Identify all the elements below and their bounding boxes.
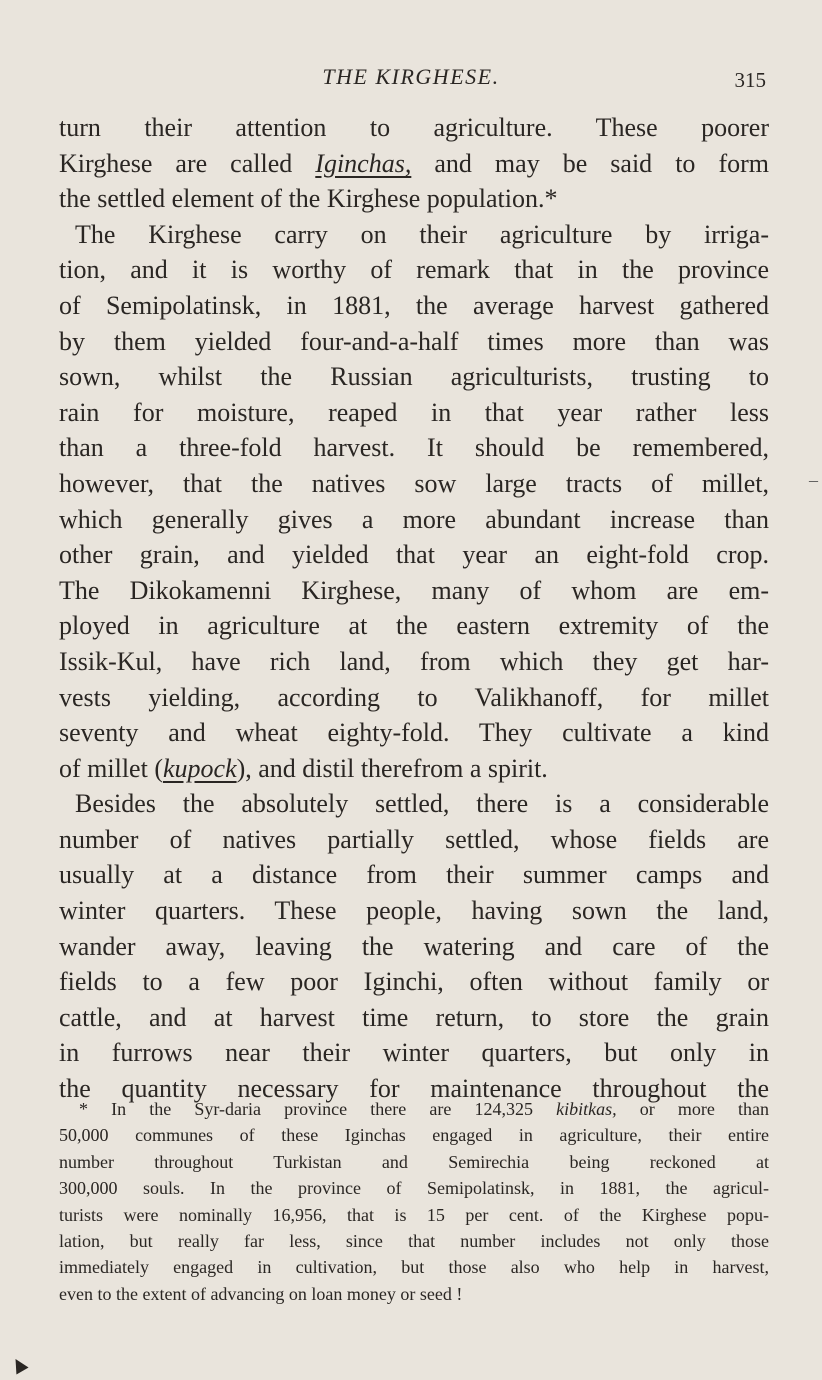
- text-line: however, that the natives sow large tracts of millet,: [59, 468, 769, 498]
- text-line: sown, whilst the Russian agriculturists, trusting to: [59, 362, 769, 392]
- text-line: of Semipolatinsk, in 1881, the average harvest gathered: [59, 290, 769, 320]
- running-title: THE KIRGHESE.: [322, 64, 500, 89]
- text-line: other grain, and yielded that year an eight-fold crop.: [59, 540, 769, 570]
- corner-arrow-icon: [9, 1355, 28, 1374]
- footnote-line: 300,000 souls. In the province of Semipolatinsk, in 1881, the agricul-: [59, 1178, 769, 1199]
- footnote-line: turists were nominally 16,956, that is 15 per cent. of the Kirghese popu-: [59, 1204, 769, 1225]
- text-line: turn their attention to agriculture. These poorer: [59, 113, 769, 142]
- text-fragment: and may be said to form: [434, 148, 769, 178]
- text-fragment: Kirghese are called: [59, 148, 293, 178]
- term-iginchas: Iginchas,: [315, 148, 412, 178]
- text-fragment: or more than: [639, 1099, 770, 1119]
- footnote-line: number throughout Turkistan and Semirechia being reckoned at: [59, 1151, 769, 1172]
- footnote-line: 50,000 communes of these Iginchas engaged in agriculture, their entire: [59, 1125, 769, 1146]
- footnote: [59, 1096, 769, 1307]
- text-line: the settled element of the Kirghese population.*: [59, 184, 558, 214]
- text-line: seventy and wheat eighty-fold. They cultivate a kind: [59, 718, 769, 748]
- text-line: [59, 751, 769, 787]
- text-line: tion, and it is worthy of remark that in the province: [59, 255, 769, 285]
- text-line: wander away, leaving the watering and care of the: [59, 931, 769, 961]
- page-number: 315: [734, 68, 766, 92]
- text-fragment: of millet (: [59, 753, 163, 783]
- text-line: vests yielding, according to Valikhanoff, for millet: [59, 682, 769, 712]
- footnote-line: even to the extent of advancing on loan money or seed !: [59, 1283, 463, 1304]
- text-line: which generally gives a more abundant increase than: [59, 504, 769, 534]
- text-line: cattle, and at harvest time return, to store the grain: [59, 1002, 769, 1032]
- text-line: winter quarters. These people, having sown the land,: [59, 896, 769, 926]
- term-kupock: kupock: [162, 753, 237, 783]
- text-line: usually at a distance from their summer camps and: [59, 860, 769, 890]
- text-fragment: ), and distil therefrom a spirit.: [236, 753, 548, 783]
- text-line: [59, 146, 769, 182]
- footnote-line: [59, 1096, 769, 1122]
- text-line: rain for moisture, reaped in that year rather less: [59, 397, 769, 427]
- text-line: in furrows near their winter quarters, but only in: [59, 1038, 769, 1068]
- term-kibitkas: kibitkas,: [556, 1099, 617, 1119]
- text-line: Issik-Kul, have rich land, from which they get har-: [59, 646, 769, 676]
- text-line: number of natives partially settled, whose fields are: [59, 824, 769, 854]
- running-head: [0, 64, 822, 94]
- text-line: The Dikokamenni Kirghese, many of whom are em-: [59, 575, 769, 605]
- text-line: Besides the absolutely settled, there is a considerable: [75, 789, 769, 819]
- text-line: the quantity necessary for maintenance throughout the: [59, 1074, 769, 1104]
- text-line: ployed in agriculture at the eastern extremity of the: [59, 611, 769, 641]
- text-line: The Kirghese carry on their agriculture by irriga-: [75, 219, 769, 249]
- text-line: than a three-fold harvest. It should be remembered,: [59, 433, 769, 463]
- footnote-line: immediately engaged in cultivation, but those also who help in harvest,: [59, 1257, 769, 1278]
- text-fragment: * In the Syr-daria province there are 124,325: [79, 1099, 533, 1119]
- footnote-line: lation, but really far less, since that number includes not only those: [59, 1230, 769, 1251]
- text-line: fields to a few poor Iginchi, often without family or: [59, 967, 769, 997]
- body-text: [59, 110, 769, 1107]
- text-line: by them yielded four-and-a-half times more than was: [59, 326, 769, 356]
- margin-mark: –: [809, 470, 818, 490]
